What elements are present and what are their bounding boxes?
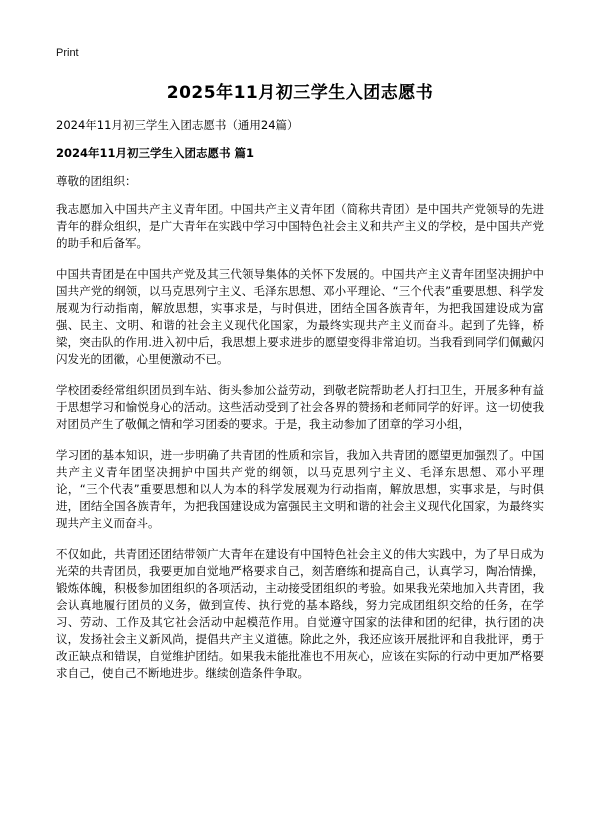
paragraph: 中国共青团是在中国共产党及其三代领导集体的关怀下发展的。中国共产主义青年团坚决拥护中国共产党的纲领，以马克思列宁主义、毛泽东思想、邓小平理论、“三个代表”重要思想、科学发展观为行动指南，解放思想，实事求是，与时俱进，团结全国各族青年，为把我国建设成为富强、民主、文明、和谐的社会主义现代化国家，为最终实现共产主义而奋斗。起到了先锋，桥梁，突击队的作用.进入初中后，我思想上要求进步的愿望变得非常迫切。当我看到同学们佩戴闪闪发光的团徽，心里便激动不已。 — [56, 267, 544, 366]
print-link[interactable]: Print — [56, 47, 79, 59]
paragraph: 学校团委经常组织团员到车站、街头参加公益劳动，到敬老院帮助老人打扫卫生，开展多种有益于思想学习和愉悦身心的活动。这些活动受到了社会各界的赞扬和老师同学的好评。这一切使我对团员产生了敬佩之情和学习团委的要求。于是，我主动参加了团章的学习小组， — [56, 383, 544, 431]
page-title: 2025年11月初三学生入团志愿书 — [166, 83, 434, 103]
paragraph: 我志愿加入中国共产主义青年团。中国共产主义青年团（简称共青团）是中国共产党领导的先进青年的群众组织，是广大青年在实践中学习中国特色社会主义和共产主义的学校，是中国共产党的助手和后备军。 — [56, 202, 544, 250]
salutation: 尊敬的团组织： — [56, 174, 137, 188]
section-heading: 2024年11月初三学生入团志愿书 篇1 — [56, 146, 255, 160]
document-body — [56, 78, 544, 696]
paragraph: 学习团的基本知识，进一步明确了共青团的性质和宗旨，我加入共青团的愿望更加强烈了。中国共产主义青年团坚决拥护中国共产党的纲领，以马克思列宁主义、毛泽东思想、邓小平理论，“三个代表”重要思想和以人为本的科学发展观为行动指南，解放思想，实事求是，与时俱进，团结全国各族青年，为把我国建设成为富强民主文明和谐的社会主义现代化国家，为最终实现共产主义而奋斗。 — [56, 448, 544, 530]
paragraph: 不仅如此，共青团还团结带领广大青年在建设有中国特色社会主义的伟大实践中，为了早日成为光荣的共青团员，我要更加自觉地严格要求自己，刻苦磨练和提高自己，认真学习，陶冶情操，锻炼体魄，积极参加团组织的各项活动，主动接受团组织的考验。如果我光荣地加入共青团，我会认真地履行团员的义务，做到宣传、执行党的基本路线，努力完成团组织交给的任务，在学习、劳动、工作及其它社会活动中起模范作用。自觉遵守国家的法律和团的纪律，执行团的决议，发扬社会主义新风尚，提倡共产主义道德。除此之外，我还应该开展批评和自我批评，勇于改正缺点和错误，自觉维护团结。如果我未能批准也不用灰心，应该在实际的行动中更加严格要求自己，使自己不断地进步。继续创造条件争取。 — [56, 547, 544, 680]
document-subtitle: 2024年11月初三学生入团志愿书（通用24篇） — [56, 118, 299, 132]
